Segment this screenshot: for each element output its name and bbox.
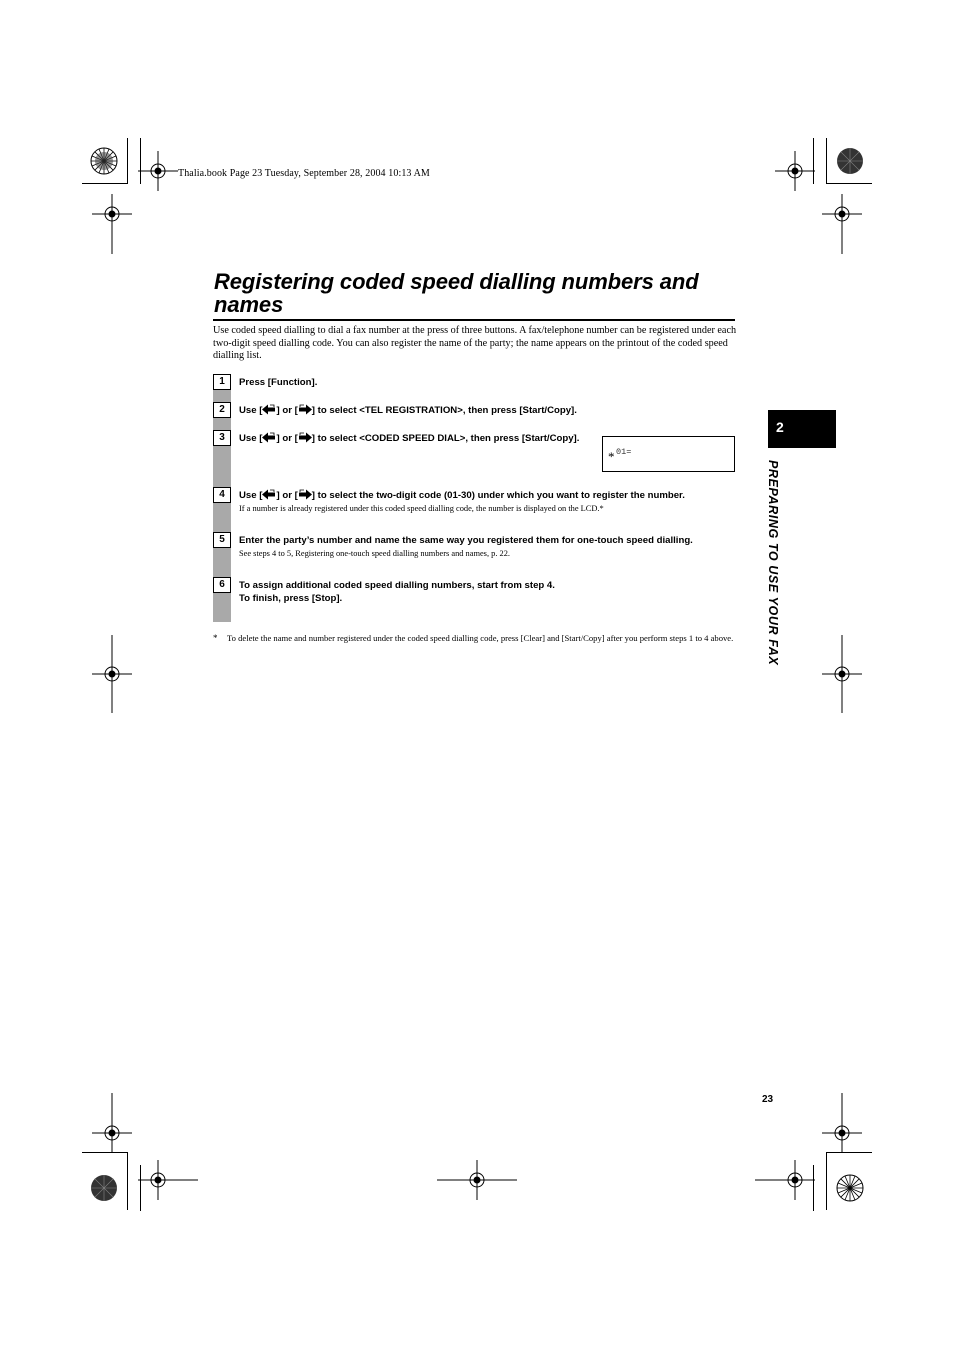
star-target-icon xyxy=(836,1174,864,1202)
title-rule xyxy=(213,319,735,321)
right-arrow-key-icon xyxy=(298,489,312,500)
step-5-text: Enter the party’s number and name the same way you registered them for one-touch speed dialling. xyxy=(239,535,693,546)
intro-paragraph: Use coded speed dialling to dial a fax number at the press of three buttons. A fax/telephone number can be registered under each two-digit speed dialling code. You can also register the name of the party; the name appears on the printout of the coded speed dialling list. xyxy=(213,325,737,361)
registration-crosshair-icon xyxy=(822,635,862,713)
lcd-star: * xyxy=(608,449,615,464)
step-6-text-line2: To finish, press [Stop]. xyxy=(239,593,343,604)
step-text-part: ] to select the two-digit code (01-30) under which you want to register the number. xyxy=(311,490,685,501)
registration-crosshair-icon xyxy=(755,1160,815,1200)
registration-crosshair-icon xyxy=(92,194,132,254)
registration-crosshair-icon xyxy=(138,1160,198,1200)
step-text-part: ] or [ xyxy=(276,405,298,416)
step-1-text: Press [Function]. xyxy=(239,377,318,388)
registration-crosshair-icon xyxy=(92,1093,132,1153)
step-number: 3 xyxy=(213,430,231,446)
left-arrow-key-icon xyxy=(262,404,276,415)
registration-crosshair-icon xyxy=(775,151,815,191)
page-title: Registering coded speed dialling numbers and names xyxy=(214,269,699,317)
step-text-part: Use [ xyxy=(239,405,263,416)
step-4-note: If a number is already registered under this coded speed dialling code, the number is displayed on the LCD.* xyxy=(239,504,604,513)
step-text-part: Use [ xyxy=(239,490,263,501)
registration-crosshair-icon xyxy=(437,1160,517,1200)
registration-crosshair-icon xyxy=(822,194,862,254)
step-text-part: Use [ xyxy=(239,433,263,444)
registration-crosshair-icon xyxy=(92,635,132,713)
step-number: 4 xyxy=(213,487,231,503)
footnote: To delete the name and number registered under the coded speed dialling code, press [Clear] and [Start/Copy] after you perform steps 1 to 4 above. xyxy=(227,633,734,643)
step-number: 5 xyxy=(213,532,231,548)
star-target-icon xyxy=(836,147,864,175)
star-target-icon xyxy=(90,147,118,175)
lcd-display xyxy=(602,436,735,472)
left-arrow-key-icon xyxy=(262,489,276,500)
chapter-label: PREPARING TO USE YOUR FAX xyxy=(766,460,780,666)
chapter-tab xyxy=(768,410,836,448)
step-text-part: ] to select <CODED SPEED DIAL>, then press [Start/Copy]. xyxy=(311,433,580,444)
step-4-text xyxy=(239,489,685,502)
star-target-icon xyxy=(90,1174,118,1202)
page-number: 23 xyxy=(762,1094,774,1105)
chapter-number: 2 xyxy=(776,419,784,435)
step-5-note: See steps 4 to 5, Registering one-touch speed dialling numbers and names, p. 22. xyxy=(239,549,510,558)
step-text-part: ] or [ xyxy=(276,433,298,444)
file-info-header: Thalia.book Page 23 Tuesday, September 28, 2004 10:13 AM xyxy=(178,168,430,179)
step-6-text: To assign additional coded speed dialling numbers, start from step 4. xyxy=(239,580,555,591)
right-arrow-key-icon xyxy=(298,432,312,443)
step-text-part: ] to select <TEL REGISTRATION>, then press [Start/Copy]. xyxy=(311,405,577,416)
step-3-text xyxy=(239,432,579,445)
step-number: 1 xyxy=(213,374,231,390)
step-2-text xyxy=(239,404,577,417)
left-arrow-key-icon xyxy=(262,432,276,443)
registration-crosshair-icon xyxy=(822,1093,862,1153)
step-number: 6 xyxy=(213,577,231,593)
lcd-text: 01= xyxy=(616,447,632,457)
right-arrow-key-icon xyxy=(298,404,312,415)
step-number: 2 xyxy=(213,402,231,418)
footnote-mark: * xyxy=(213,633,218,643)
step-text-part: ] or [ xyxy=(276,490,298,501)
registration-crosshair-icon xyxy=(138,151,178,191)
